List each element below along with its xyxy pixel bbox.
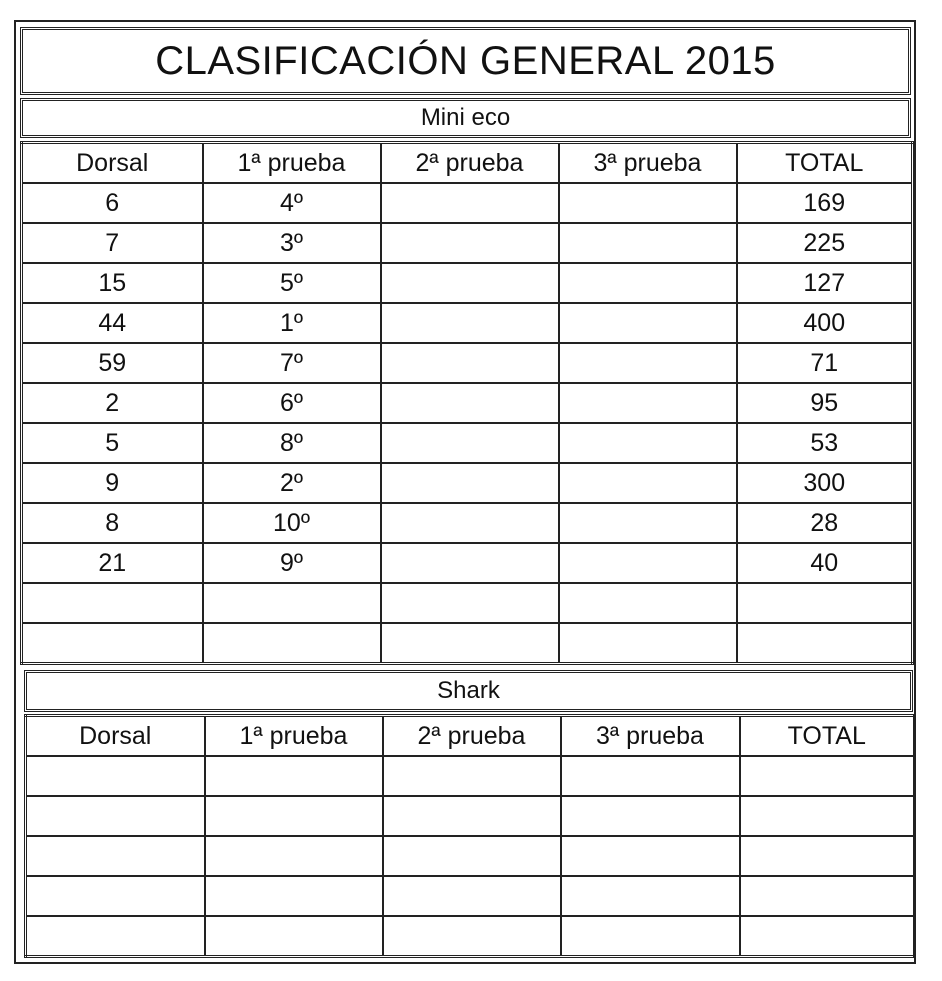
cell-prueba-1: 9º [203,543,381,583]
table-row [22,223,913,263]
cell-prueba-2 [381,543,559,583]
cell-prueba-1 [205,876,383,916]
table-header-row [22,143,913,184]
cell-total [740,796,915,836]
table-row [22,263,913,303]
table-header-row [26,716,915,757]
cell-dorsal [26,836,205,876]
cell-total: 127 [737,263,913,303]
table-row [22,463,913,503]
cell-prueba-1: 5º [203,263,381,303]
cell-prueba-1 [203,623,381,664]
cell-dorsal: 8 [22,503,203,543]
cell-prueba-3 [561,796,740,836]
cell-prueba-3 [559,263,737,303]
cell-prueba-3 [559,303,737,343]
cell-prueba-3 [561,876,740,916]
section-title-shark: Shark [24,670,913,712]
table-row [26,836,915,876]
cell-total [740,756,915,796]
cell-prueba-3 [559,543,737,583]
cell-prueba-3 [559,223,737,263]
cell-prueba-3 [559,343,737,383]
cell-dorsal: 6 [22,183,203,223]
cell-prueba-2 [381,583,559,623]
shark-table-body [26,716,915,957]
cell-total: 400 [737,303,913,343]
shark-table [24,714,916,958]
cell-prueba-1 [203,583,381,623]
cell-total [740,876,915,916]
cell-prueba-1: 7º [203,343,381,383]
cell-prueba-2 [383,876,561,916]
column-header-prueba-1: 1ª prueba [205,716,383,757]
column-header-total: TOTAL [737,143,913,184]
table-row [22,383,913,423]
cell-total [737,583,913,623]
cell-dorsal: 59 [22,343,203,383]
cell-total: 40 [737,543,913,583]
cell-prueba-1: 8º [203,423,381,463]
cell-total: 95 [737,383,913,423]
cell-total: 169 [737,183,913,223]
cell-prueba-2 [383,916,561,957]
table-row [22,543,913,583]
cell-total: 28 [737,503,913,543]
column-header-dorsal: Dorsal [22,143,203,184]
column-header-prueba-3: 3ª prueba [561,716,740,757]
cell-prueba-2 [381,503,559,543]
cell-prueba-2 [381,343,559,383]
cell-prueba-2 [381,223,559,263]
page-title: CLASIFICACIÓN GENERAL 2015 [20,27,911,95]
cell-prueba-2 [381,183,559,223]
mini-eco-table [20,141,914,665]
table-row [22,343,913,383]
cell-dorsal: 7 [22,223,203,263]
cell-prueba-3 [559,463,737,503]
cell-dorsal [26,916,205,957]
cell-dorsal [26,876,205,916]
cell-prueba-1: 1º [203,303,381,343]
table-row [22,183,913,223]
table-row [26,756,915,796]
table-row [26,916,915,957]
cell-prueba-1 [205,796,383,836]
cell-prueba-1 [205,836,383,876]
cell-prueba-3 [561,756,740,796]
cell-dorsal [22,623,203,664]
table-row [26,796,915,836]
cell-dorsal: 15 [22,263,203,303]
cell-prueba-3 [559,383,737,423]
cell-prueba-1: 3º [203,223,381,263]
cell-dorsal: 5 [22,423,203,463]
cell-prueba-2 [383,796,561,836]
cell-prueba-3 [559,503,737,543]
cell-prueba-2 [383,756,561,796]
cell-prueba-1: 6º [203,383,381,423]
cell-dorsal: 21 [22,543,203,583]
cell-dorsal [26,796,205,836]
cell-prueba-1: 10º [203,503,381,543]
table-row [22,423,913,463]
cell-prueba-2 [381,383,559,423]
cell-prueba-3 [559,623,737,664]
cell-dorsal: 44 [22,303,203,343]
cell-dorsal: 2 [22,383,203,423]
table-row [22,583,913,623]
column-header-prueba-2: 2ª prueba [383,716,561,757]
column-header-prueba-3: 3ª prueba [559,143,737,184]
table-row [22,503,913,543]
cell-prueba-2 [381,623,559,664]
cell-total [740,916,915,957]
cell-prueba-2 [381,303,559,343]
cell-dorsal [22,583,203,623]
cell-prueba-1: 2º [203,463,381,503]
cell-prueba-3 [559,583,737,623]
cell-total [737,623,913,664]
cell-prueba-3 [561,916,740,957]
cell-prueba-3 [559,183,737,223]
column-header-prueba-2: 2ª prueba [381,143,559,184]
cell-prueba-2 [381,263,559,303]
cell-prueba-2 [381,463,559,503]
cell-total: 300 [737,463,913,503]
column-header-dorsal: Dorsal [26,716,205,757]
table-row [22,623,913,664]
cell-dorsal [26,756,205,796]
section-title-mini-eco: Mini eco [20,98,911,138]
mini-eco-table-body [22,143,913,664]
cell-total: 71 [737,343,913,383]
column-header-total: TOTAL [740,716,915,757]
cell-prueba-1: 4º [203,183,381,223]
column-header-prueba-1: 1ª prueba [203,143,381,184]
cell-total: 225 [737,223,913,263]
cell-prueba-2 [381,423,559,463]
cell-prueba-2 [383,836,561,876]
table-row [26,876,915,916]
cell-dorsal: 9 [22,463,203,503]
cell-prueba-1 [205,756,383,796]
cell-prueba-3 [559,423,737,463]
cell-total: 53 [737,423,913,463]
cell-prueba-3 [561,836,740,876]
cell-prueba-1 [205,916,383,957]
cell-total [740,836,915,876]
table-row [22,303,913,343]
